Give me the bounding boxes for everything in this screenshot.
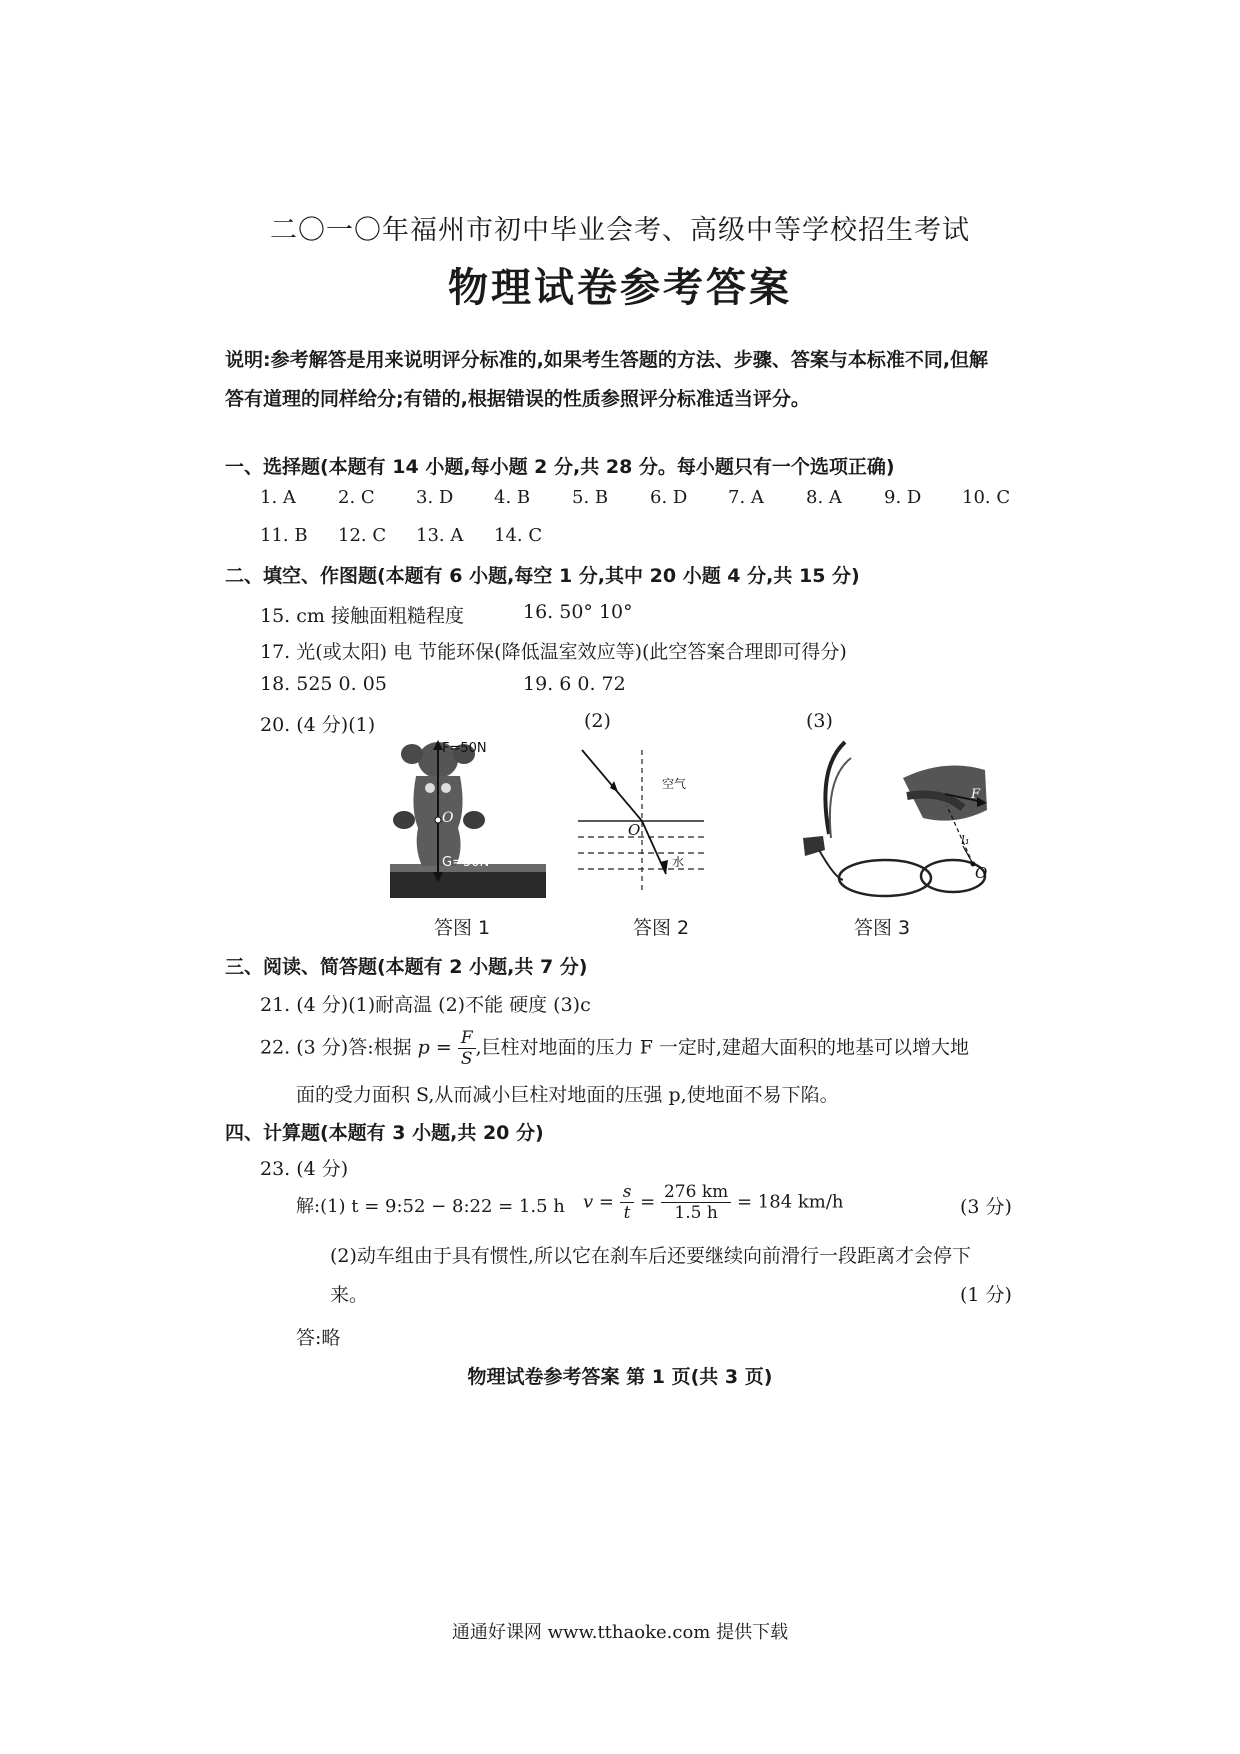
answer-q23-velocity: v = $\frac{s}{t}$ = $\frac{276 km}{1.5 h}$ = 184 km/h [583, 1182, 844, 1223]
answer-q23-final: 答:略 [296, 1327, 341, 1349]
label-l1: l₁ [961, 833, 970, 847]
label-F: F=50N [442, 741, 487, 756]
mc-answer: 3. D [416, 487, 454, 508]
figure-2-caption: 答图 2 [633, 917, 690, 939]
mc-answer: 2. C [338, 487, 375, 508]
mc-answer: 11. B [260, 525, 308, 546]
mc-answer: 7. A [728, 487, 764, 508]
refraction-diagram [576, 744, 706, 906]
score-q23-2: (1 分) [960, 1284, 1012, 1306]
section4-heading: 四、计算题(本题有 3 小题,共 20 分) [225, 1122, 544, 1144]
label-O: O [628, 821, 641, 839]
mc-answer: 6. D [650, 487, 688, 508]
answer-q23-part2-line2: 来。 [330, 1284, 369, 1306]
section2-heading: 二、填空、作图题(本题有 6 小题,每空 1 分,其中 20 小题 4 分,共 15 分) [225, 565, 860, 587]
mc-answer: 1. A [260, 487, 296, 508]
figure-3 [795, 738, 990, 906]
glasses-lever-diagram [795, 738, 990, 906]
exam-title: 二〇一〇年福州市初中毕业会考、高级中等学校招生考试 [270, 215, 970, 246]
answer-q23-solution: 解:(1) t = 9:52 − 8:22 = 1.5 h [296, 1196, 565, 1217]
answer-q15: 15. cm 接触面粗糙程度 [260, 605, 464, 627]
mc-answer: 13. A [416, 525, 464, 546]
answer-q23: 23. (4 分) [260, 1158, 349, 1180]
answer-q23-part2-line1: (2)动车组由于具有惯性,所以它在刹车后还要继续向前滑行一段距离才会停下 [330, 1245, 971, 1267]
answer-q19: 19. 6 0. 72 [523, 673, 626, 695]
note-line-1: 说明:参考解答是用来说明评分标准的,如果考生答题的方法、步骤、答案与本标准不同,但解 [225, 349, 989, 371]
label-O: O [975, 864, 988, 882]
figure-2 [576, 744, 706, 906]
base-block [390, 870, 546, 898]
label-G: G=50N [442, 855, 490, 870]
mc-answer: 12. C [338, 525, 387, 546]
answer-q16: 16. 50° 10° [523, 601, 633, 623]
mc-answer: 5. B [572, 487, 609, 508]
score-q23-1: (3 分) [960, 1196, 1012, 1218]
mc-answer: 8. A [806, 487, 842, 508]
label-water: 水 [672, 855, 685, 869]
answer-q17: 17. 光(或太阳) 电 节能环保(降低温室效应等)(此空答案合理即可得分) [260, 641, 847, 663]
answer-q20: 20. (4 分)(1) [260, 714, 376, 736]
figure-1-caption: 答图 1 [434, 917, 491, 939]
answer-q20-part3: (3) [806, 710, 833, 732]
note-line-2: 答有道理的同样给分;有错的,根据错误的性质参照评分标准适当评分。 [225, 388, 810, 410]
section1-heading: 一、选择题(本题有 14 小题,每小题 2 分,共 28 分。每小题只有一个选项正确) [225, 456, 895, 478]
mc-answer: 10. C [962, 487, 1011, 508]
source-credit: 通通好课网 www.tthaoke.com 提供下载 [451, 1622, 789, 1643]
answer-q18: 18. 525 0. 05 [260, 673, 387, 695]
answer-q21: 21. (4 分)(1)耐高温 (2)不能 硬度 (3)c [260, 994, 591, 1016]
label-air: 空气 [662, 777, 687, 791]
formula-fraction: $\frac{F}{S}$ [458, 1028, 476, 1069]
mc-answer: 4. B [494, 487, 531, 508]
page-footer: 物理试卷参考答案 第 1 页(共 3 页) [467, 1366, 773, 1388]
label-O: O [442, 810, 454, 826]
answer-q22: 22. (3 分)答:根据 p = $\frac{F}{S}$ ,巨柱对地面的压力 F 一定时,建超大面积的地基可以增大地 [260, 1028, 969, 1069]
mascot-force-diagram [388, 738, 548, 900]
figure-3-caption: 答图 3 [854, 917, 911, 939]
figure-1 [388, 738, 548, 900]
document-title: 物理试卷参考答案 [448, 265, 792, 311]
answer-q20-part2: (2) [584, 710, 611, 732]
answer-q22-line2: 面的受力面积 S,从而减小巨柱对地面的压强 p,使地面不易下陷。 [296, 1084, 839, 1106]
mc-answer: 9. D [884, 487, 922, 508]
mc-answer: 14. C [494, 525, 543, 546]
section3-heading: 三、阅读、简答题(本题有 2 小题,共 7 分) [225, 956, 588, 978]
label-F: F [971, 787, 981, 802]
